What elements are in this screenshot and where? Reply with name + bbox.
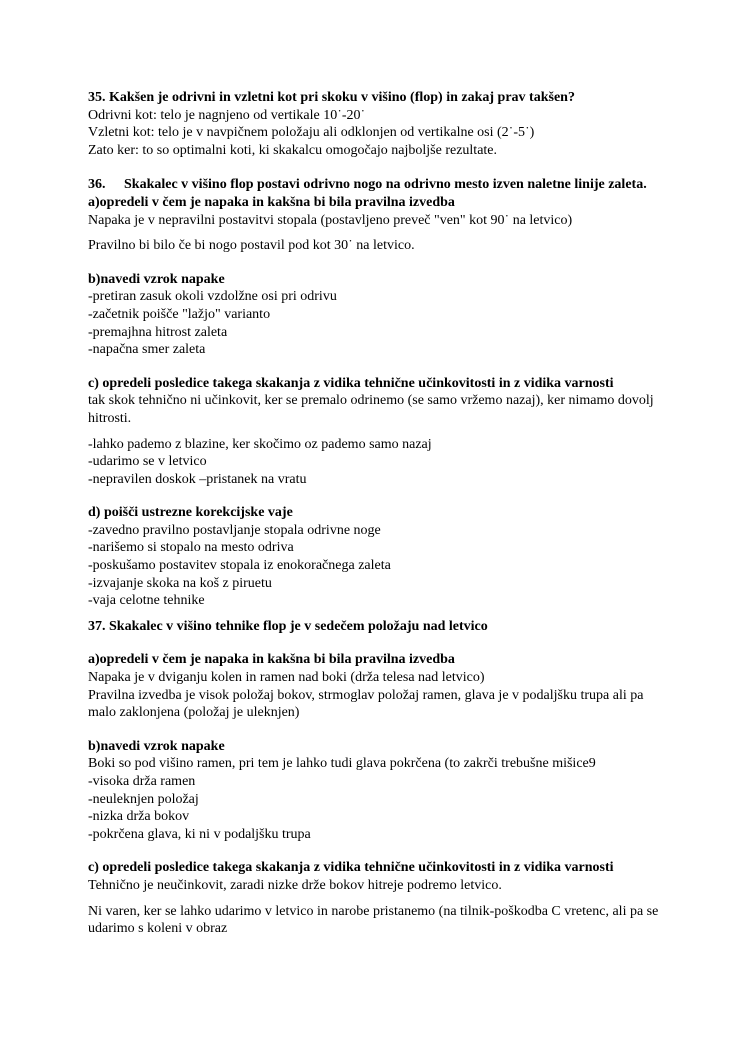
- q37-b-item: -nizka drža bokov: [88, 809, 190, 825]
- q35-line-3: Zato ker: to so optimalni koti, ki skakalcu omogočajo najboljše rezultate.: [88, 142, 498, 158]
- q37-c-line-1: Tehnično je neučinkovit, zaradi nizke drže bokov hitreje podremo letvico.: [88, 877, 502, 893]
- q36-b-item: -napačna smer zaleta: [88, 342, 206, 358]
- q36-d-item: -zavedno pravilno postavljanje stopala odrivne noge: [88, 522, 381, 538]
- q36-c-text: tak skok tehnično ni učinkovit, ker se premalo odrinemo (se samo vržemo nazaj), ker nimamo dovolj hitrosti.: [88, 393, 654, 426]
- q36-title: Skakalec v višino flop postavi odrivno nogo na odrivno mesto izven naletne linije zaleta.: [124, 177, 647, 193]
- q37-b-item: -neuleknjen položaj: [88, 791, 199, 807]
- q36-d-heading: d) poišči ustrezne korekcijske vaje: [88, 505, 293, 521]
- q36-title-block: [88, 176, 668, 194]
- q37-b-item: -pokrčena glava, ki ni v podaljšku trupa: [88, 826, 311, 842]
- q36-b-item: -začetnik poišče "lažjo" varianto: [88, 306, 271, 322]
- q36-d-item: -narišemo si stopalo na mesto odriva: [88, 540, 294, 556]
- q36-c-item: -lahko pademo z blazine, ker skočimo oz pademo samo nazaj: [88, 436, 432, 452]
- q36-a-line-1: Napaka je v nepravilni postavitvi stopala (postavljeno preveč "ven" kot 90˙ na letvico): [88, 212, 573, 228]
- q37-b-heading: b)navedi vzrok napake: [88, 738, 225, 754]
- q37-b-line-1: Boki so pod višino ramen, pri tem je lahko tudi glava pokrčena (to zakrči trebušne mišice9: [88, 756, 596, 772]
- q36-a-line-2: Pravilno bi bilo če bi nogo postavil pod kot 30˙ na letvico.: [88, 238, 415, 254]
- q37-a-heading: a)opredeli v čem je napaka in kakšna bi bila pravilna izvedba: [88, 652, 455, 668]
- q35-title: 35. Kakšen je odrivni in vzletni kot pri skoku v višino (flop) in zakaj prav takšen?: [88, 90, 575, 105]
- q36-d-item: -vaja celotne tehnike: [88, 593, 205, 609]
- q37-c-text: Ni varen, ker se lahko udarimo v letvico in narobe pristanemo (na tilnik-poškodba C vretenc, ali pa se udarimo s koleni v obraz: [88, 903, 659, 937]
- q37-a-line-1: Napaka je v dviganju kolen in ramen nad boki (drža telesa nad letvico): [88, 670, 485, 686]
- q36-a-heading: a)opredeli v čem je napaka in kakšna bi bila pravilna izvedba: [88, 194, 455, 210]
- q37-a-text: Pravilna izvedba je visok položaj bokov, strmoglav položaj ramen, glava je v podaljšku trupa ali pa malo zaklonjena (položaj je uleknjen): [88, 687, 644, 721]
- q36-number: 36.: [88, 177, 106, 193]
- q36-b-item: -premajhna hitrost zaleta: [88, 324, 228, 340]
- q36-c-heading: c) opredeli posledice takega skakanja z vidika tehnične učinkovitosti in z vidika varnosti: [88, 375, 614, 391]
- q36-c-item: -nepravilen doskok –pristanek na vratu: [88, 471, 307, 487]
- q37-b-item: -visoka drža ramen: [88, 774, 196, 789]
- q36-b-item: -pretiran zasuk okoli vzdolžne osi pri odrivu: [88, 289, 337, 305]
- q36-d-item: -poskušamo postavitev stopala iz enokoračnega zaleta: [88, 558, 391, 574]
- q36-b-heading: b)navedi vzrok napake: [88, 271, 225, 287]
- q36-c-item: -udarimo se v letvico: [88, 454, 207, 470]
- q37-title: 37. Skakalec v višino tehnike flop je v sedečem položaju nad letvico: [88, 618, 488, 634]
- q36-d-item: -izvajanje skoka na koš z piruetu: [88, 575, 272, 591]
- q35-line-2: Vzletni kot: telo je v navpičnem položaju ali odklonjen od vertikalne osi (2˙-5˙): [88, 125, 535, 141]
- q37-c-heading: c) opredeli posledice takega skakanja z vidika tehnične učinkovitosti in z vidika varnosti: [88, 860, 614, 876]
- document-page: [88, 89, 668, 938]
- q35-line-1: Odrivni kot: telo je nagnjeno od vertikale 10˙-20˙: [88, 107, 366, 123]
